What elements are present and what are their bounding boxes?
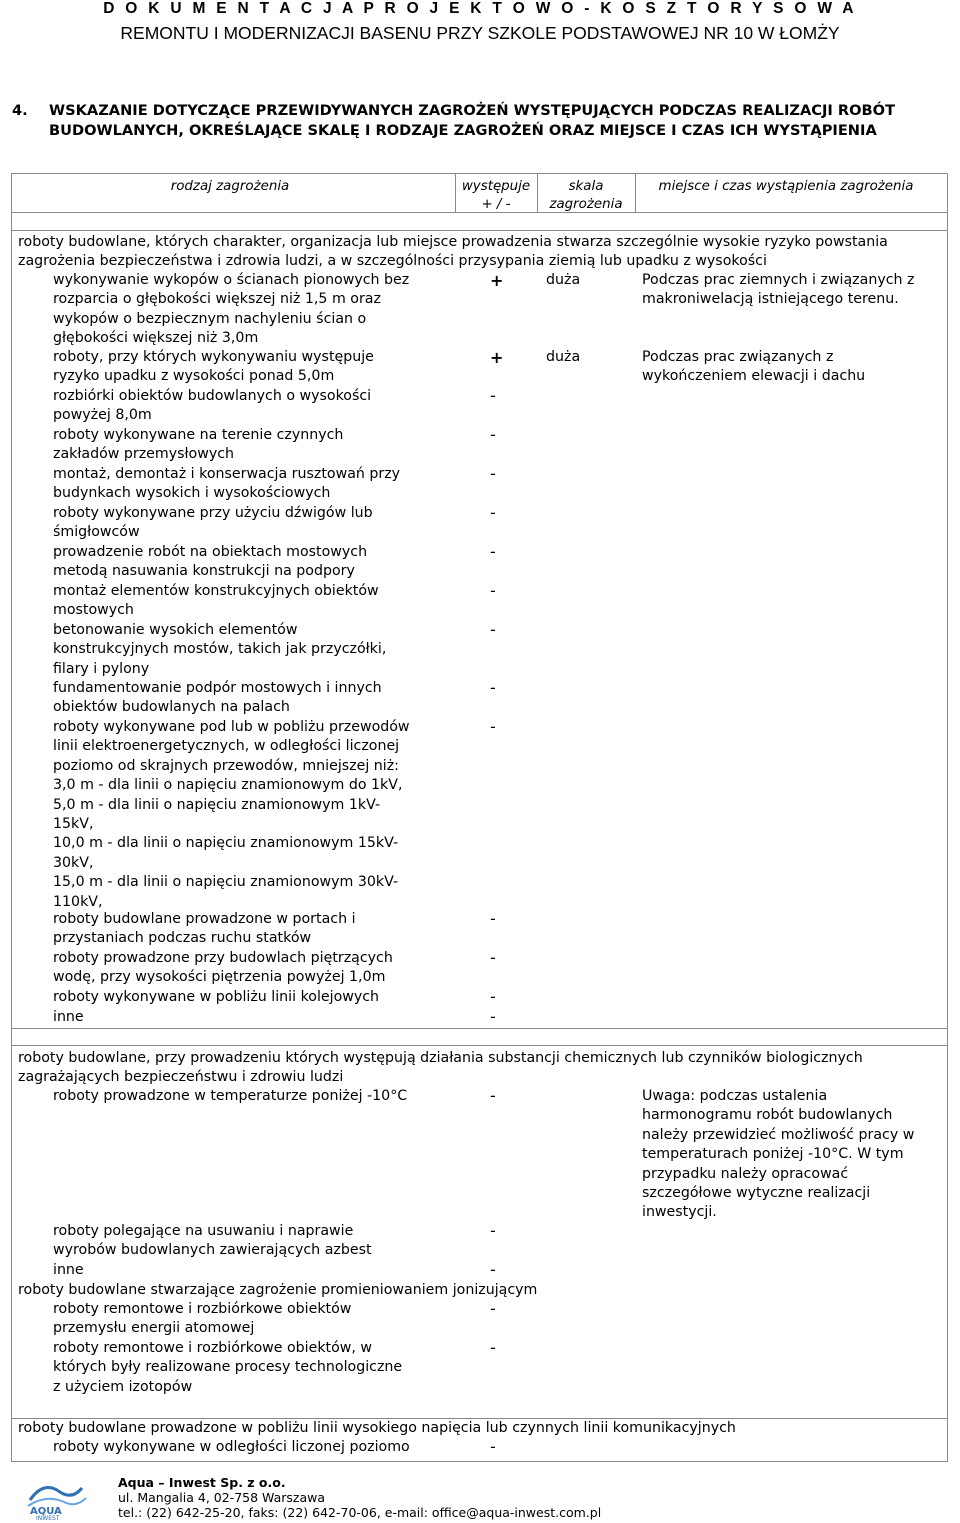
occurs-mark: - [490,948,496,967]
occurs-mark: - [490,620,496,639]
occurs-mark: - [490,581,496,600]
hazard-type: roboty prowadzone przy budowlach piętrzących wodę, przy wysokości piętrzenia powyżej 1,0m [53,950,393,986]
occurs-mark: - [490,464,496,483]
occurs-mark: - [490,1260,496,1279]
hazard-type: roboty wykonywane w pobliżu linii kolejowych [53,989,380,1005]
col-header-scale: skala zagrożenia [549,179,623,212]
occurs-mark: - [490,1221,496,1240]
occurs-mark: - [490,1007,496,1026]
hazard-type: prowadzenie robót na obiektach mostowych metodą nasuwania konstrukcji na podpory [53,544,368,580]
hazard-type: montaż, demontaż i konserwacja rusztowań przy budynkach wysokich i wysokościowych [53,466,401,502]
section-heading [12,101,942,140]
occurs-mark: - [490,1437,496,1456]
hazard-type: roboty polegające na usuwaniu i naprawie wyrobów budowlanych zawierających azbest [53,1223,372,1259]
hazard-type: betonowanie wysokich elementów konstrukcyjnych mostów, takich jak przyczółki, filary i pylony [53,622,387,677]
hazard-type: roboty wykonywane pod lub w pobliżu przewodów linii elektroenergetycznych, w odległości liczonej poziomo od skrajnych przewodów, mniejszej niż: 3,0 m - dla linii o napięciu znamionowym do 1kV, 5,0 m - dla linii o napięciu znamionowym 1kV- 15kV, 10,0 m - dla linii o napięciu znamionowym 15kV- 30kV, 15,0 m - dla linii o napięciu znamionowym 30kV- 110kV, [53,719,410,910]
document-header-subtitle: REMONTU I MODERNIZACJI BASENU PRZY SZKOLE PODSTAWOWEJ NR 10 W ŁOMŻY [120,23,840,43]
col-header-place: miejsce i czas wystąpienia zagrożenia [658,179,914,194]
logo-subtext: INWEST [36,1515,60,1520]
hazard-type: roboty remontowe i rozbiórkowe obiektów, w których były realizowane procesy technologiczne z użyciem izotopów [53,1340,403,1395]
hazard-place: Podczas prac ziemnych i związanych z makroniwelacją istniejącego terenu. [642,272,915,308]
occurs-mark: - [490,503,496,522]
occurs-mark: - [490,1086,496,1105]
hazard-type: roboty prowadzone w temperaturze poniżej -10°C [53,1088,408,1104]
group-title: roboty budowlane prowadzone w pobliżu linii wysokiego napięcia lub czynnych linii komunikacyjnych [18,1420,736,1436]
hazard-type: wykonywanie wykopów o ścianach pionowych bez rozparcia o głębokości większej niż 1,5 m oraz wykopów o bezpiecznym nachyleniu ścian o głębokości większej niż 3,0m [53,272,410,347]
hazard-type: roboty wykonywane w odległości liczonej poziomo [53,1439,410,1455]
occurs-mark: - [490,1338,496,1357]
col-header-type: rodzaj zagrożenia [170,179,290,194]
hazard-place: Podczas prac związanych z wykończeniem elewacji i dachu [642,349,866,385]
document-header-title: D O K U M E N T A C J A P R O J E K T O W O - K O S Z T O R Y S O W A [103,0,857,17]
group-title: roboty budowlane, których charakter, organizacja lub miejsce prowadzenia stwarza szczególnie wysokie ryzyko powstania zagrożenia bezpieczeństwa i zdrowia ludzi, a w szczególności przysypania ziemią lub upadku z wysokości [18,234,888,270]
logo-text: AQUA [30,1506,62,1517]
hazard-type: rozbiórki obiektów budowlanych o wysokości powyżej 8,0m [53,388,372,424]
occurs-mark: - [490,1299,496,1318]
hazard-type: roboty wykonywane przy użyciu dźwigów lub śmigłowców [53,505,373,541]
hazard-type: roboty remontowe i rozbiórkowe obiektów przemysłu energii atomowej [53,1301,352,1337]
hazard-type: roboty, przy których wykonywaniu występuje ryzyko upadku z wysokości ponad 5,0m [53,349,374,385]
hazard-type: inne [53,1009,84,1025]
occurs-mark: - [490,717,496,736]
group-title: roboty budowlane stwarzające zagrożenie promieniowaniem jonizującym [18,1282,538,1298]
footer-contact: tel.: (22) 642-25-20, faks: (22) 642-70-06, e-mail: office@aqua-inwest.com.pl [118,1505,602,1520]
occurs-mark: + [490,271,504,290]
hazard-scale: duża [546,272,581,288]
occurs-mark: - [490,425,496,444]
section-number: 4. [12,102,28,119]
col-header-occurs: występuje + / - [461,179,531,212]
occurs-mark: - [490,542,496,561]
occurs-mark: - [490,386,496,405]
occurs-mark: + [490,348,504,367]
hazard-scale: duża [546,349,581,365]
footer-address: ul. Mangalia 4, 02-758 Warszawa [118,1490,326,1505]
hazard-type: fundamentowanie podpór mostowych i innych obiektów budowlanych na palach [53,680,382,716]
footer-company: Aqua – Inwest Sp. z o.o. [118,1475,286,1490]
hazard-type: roboty wykonywane na terenie czynnych zakładów przemysłowych [53,427,344,463]
group-title: roboty budowlane, przy prowadzeniu których występują działania substancji chemicznych lub czynników biologicznych zagrażających bezpieczeństwu i zdrowiu ludzi [18,1050,863,1086]
occurs-mark: - [490,678,496,697]
occurs-mark: - [490,987,496,1006]
hazard-type: montaż elementów konstrukcyjnych obiektów mostowych [53,583,379,619]
hazard-type: roboty budowlane prowadzone w portach i przystaniach podczas ruchu statków [53,911,356,947]
company-logo [20,1470,92,1520]
hazard-place: Uwaga: podczas ustalenia harmonogramu robót budowlanych należy przewidzieć możliwość pracy w temperaturach poniżej -10°C. W tym przypadku należy opracować szczegółowe wytyczne realizacji inwestycji. [642,1088,915,1221]
hazard-type: inne [53,1262,84,1278]
section-title: WSKAZANIE DOTYCZĄCE PRZEWIDYWANYCH ZAGROŻEŃ WYSTĘPUJĄCYCH PODCZAS REALIZACJI ROBÓT BUDOWLANYCH, OKREŚLAJĄCE SKALĘ I RODZAJE ZAGROŻEŃ ORAZ MIEJSCE I CZAS ICH WYSTĄPIENIA [49,102,896,139]
occurs-mark: - [490,909,496,928]
